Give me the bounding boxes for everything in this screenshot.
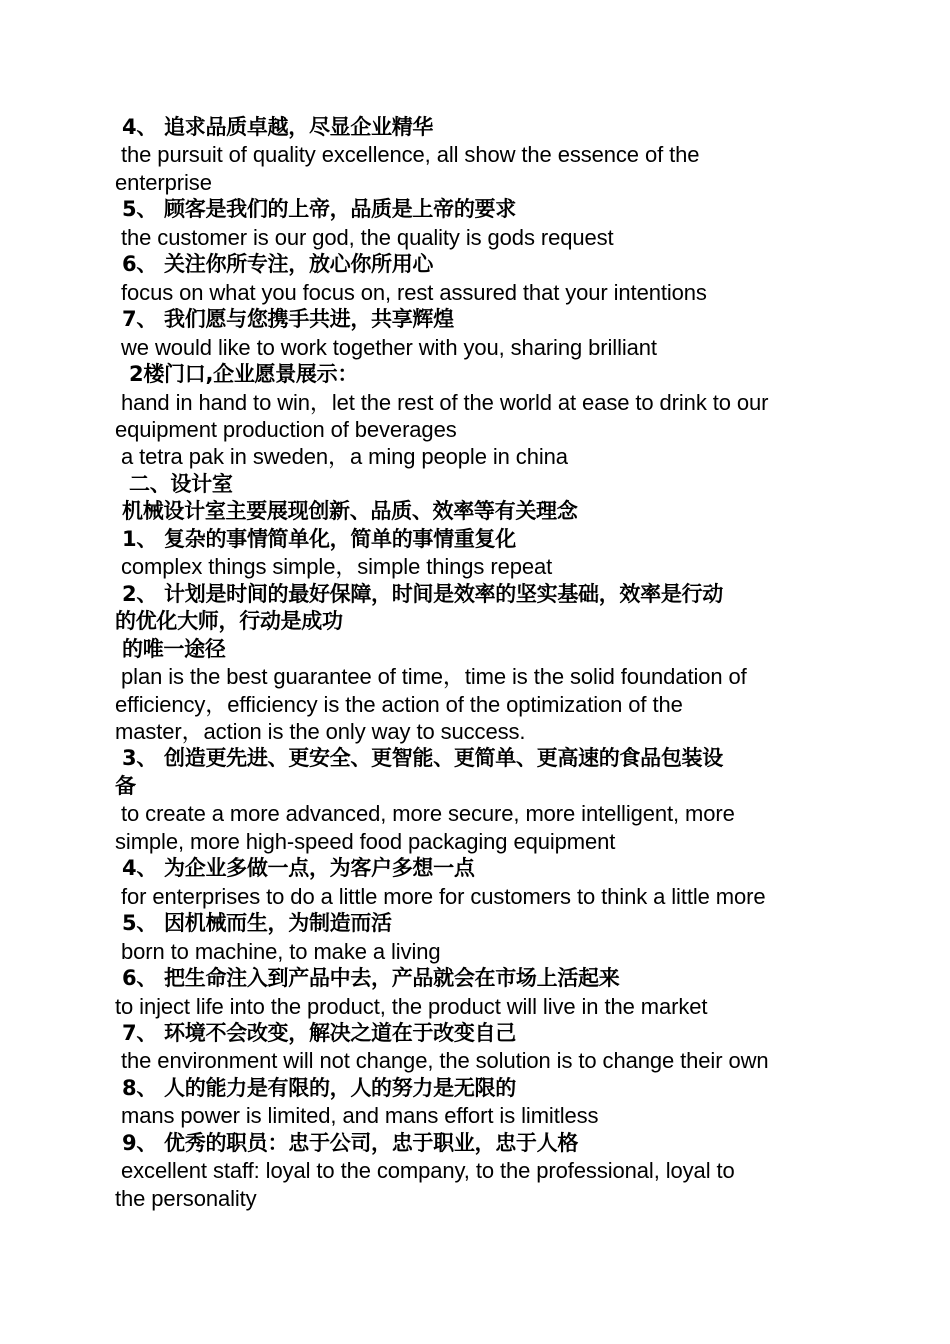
english-text-line: enterprise	[115, 169, 212, 195]
chinese-text-line: 6、 关注你所专注，放心你所用心	[115, 252, 434, 277]
chinese-text-line: 3、 创造更先进、更安全、更智能、更简单、更高速的食品包装设	[115, 746, 723, 771]
english-text-line: born to machine, to make a living	[115, 938, 441, 964]
chinese-text-line: 二、设计室	[115, 471, 233, 496]
chinese-text-line: 7、 我们愿与您携手共进，共享辉煌	[115, 307, 454, 332]
chinese-text-line: 5、 顾客是我们的上帝，品质是上帝的要求	[115, 197, 516, 222]
english-text-line: the customer is our god, the quality is gods request	[115, 224, 614, 250]
chinese-text-line: 机械设计室主要展现创新、品质、效率等有关理念	[115, 499, 578, 524]
english-text-line: mans power is limited, and mans effort is limitless	[115, 1103, 599, 1129]
chinese-text-line: 9、 优秀的职员：忠于公司，忠于职业，忠于人格	[115, 1130, 579, 1155]
english-text-line: master，action is the only way to success.	[115, 718, 526, 744]
english-text-line: for enterprises to do a little more for customers to think a little more	[115, 883, 766, 909]
english-text-line: the personality	[115, 1185, 257, 1211]
english-text-line: a tetra pak in sweden，a ming people in china	[115, 444, 568, 470]
chinese-text-line: 7、 环境不会改变，解决之道在于改变自己	[115, 1020, 516, 1045]
chinese-text-line: 5、 因机械而生，为制造而活	[115, 911, 392, 936]
english-text-line: to inject life into the product, the product will live in the market	[115, 993, 708, 1019]
english-text-line: focus on what you focus on, rest assured that your intentions	[115, 279, 707, 305]
english-text-line: the pursuit of quality excellence, all show the essence of the	[115, 142, 700, 168]
english-text-line: efficiency，efficiency is the action of the optimization of the	[115, 691, 683, 717]
english-text-line: to create a more advanced, more secure, more intelligent, more	[115, 801, 735, 827]
chinese-text-line: 6、 把生命注入到产品中去，产品就会在市场上活起来	[115, 966, 620, 991]
english-text-line: hand in hand to win，let the rest of the world at ease to drink to our	[115, 389, 769, 415]
english-text-line: the environment will not change, the solution is to change their own	[115, 1048, 769, 1074]
chinese-text-line: 的优化大师，行动是成功	[115, 609, 343, 634]
chinese-text-line: 的唯一途径	[115, 636, 226, 661]
document-page	[115, 114, 855, 1212]
english-text-line: we would like to work together with you, sharing brilliant	[115, 334, 657, 360]
english-text-line: simple, more high-speed food packaging equipment	[115, 828, 616, 854]
chinese-text-line: 4、 为企业多做一点，为客户多想一点	[115, 856, 475, 881]
document-body	[115, 114, 855, 1212]
chinese-text-line: 2、 计划是时间的最好保障，时间是效率的坚实基础，效率是行动	[115, 581, 723, 606]
chinese-text-line: 1、 复杂的事情简单化，简单的事情重复化	[115, 526, 516, 551]
english-text-line: excellent staff: loyal to the company, to the professional, loyal to	[115, 1158, 735, 1184]
english-text-line: plan is the best guarantee of time，time is the solid foundation of	[115, 664, 747, 690]
chinese-text-line: 2楼门口,企业愿景展示：	[115, 362, 359, 387]
chinese-text-line: 4、 追求品质卓越，尽显企业精华	[115, 115, 434, 139]
chinese-text-line: 8、 人的能力是有限的，人的努力是无限的	[115, 1075, 516, 1100]
chinese-text-line: 备	[115, 773, 136, 798]
english-text-line: equipment production of beverages	[115, 416, 457, 442]
english-text-line: complex things simple，simple things repeat	[115, 554, 553, 580]
